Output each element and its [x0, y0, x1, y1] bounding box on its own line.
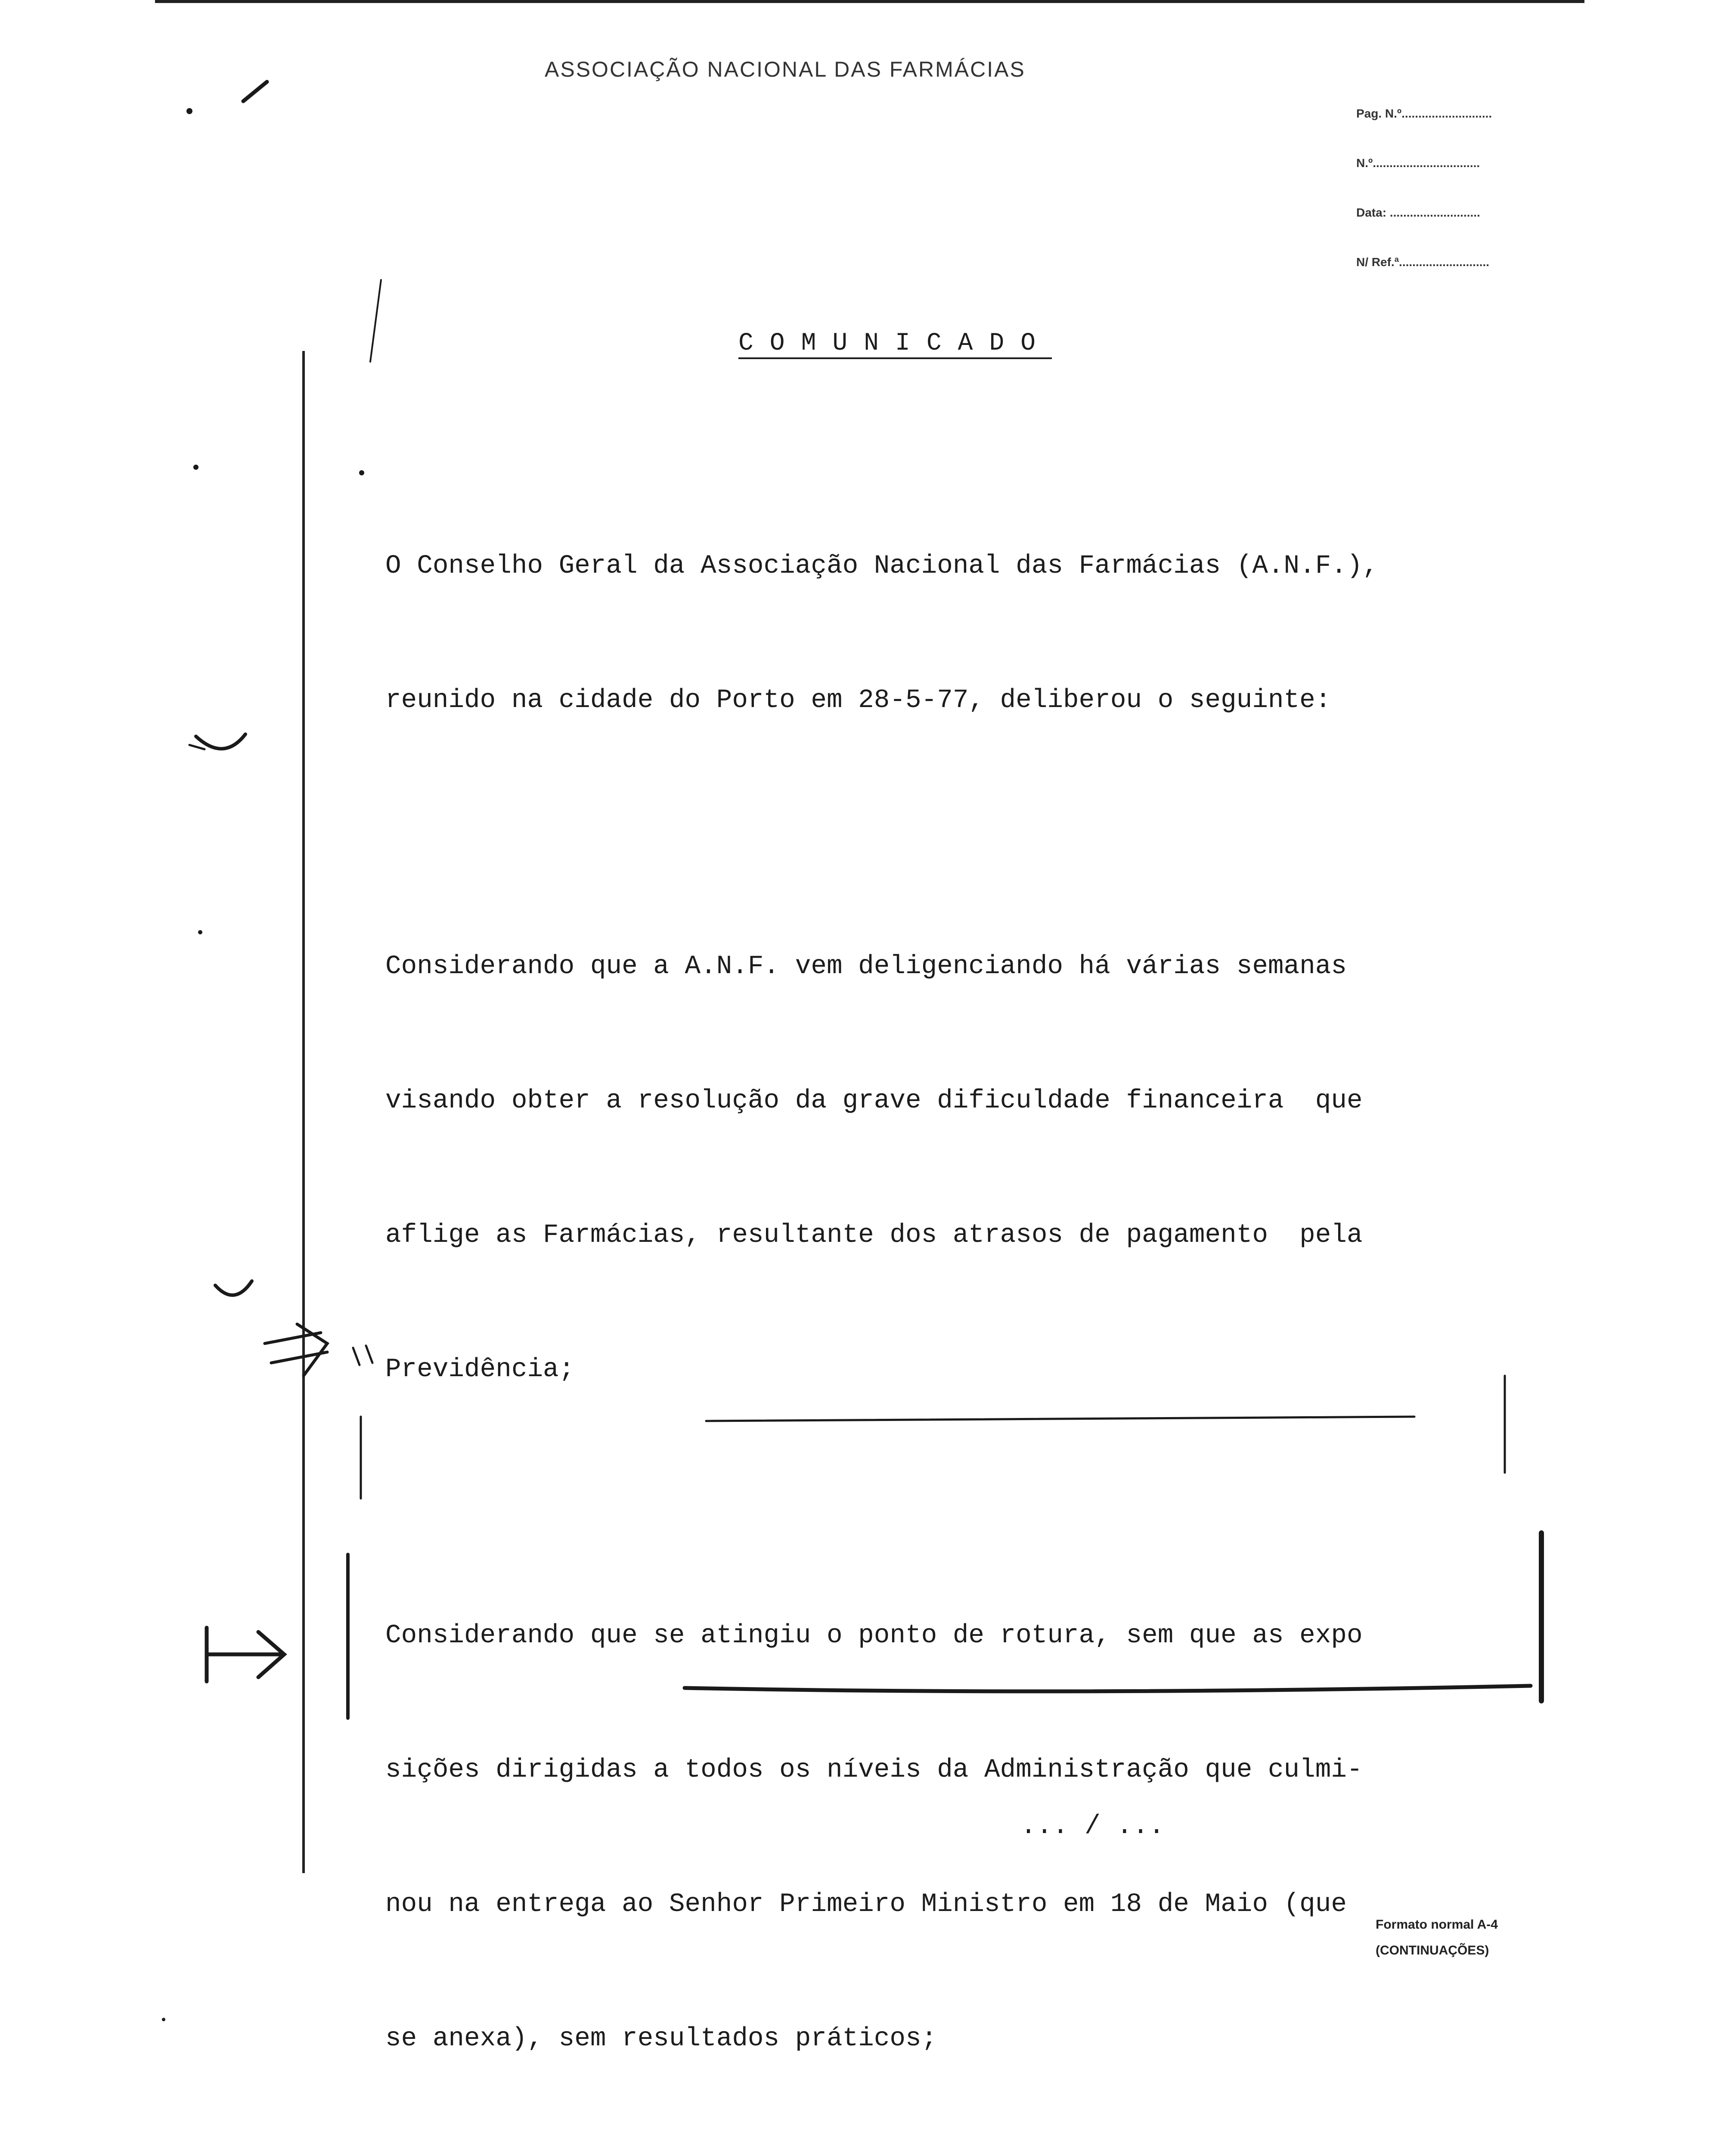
page-number-field: Pag. N.º........................... — [1356, 107, 1492, 120]
continuation-marker: ... / ... — [1020, 1811, 1165, 1841]
dot-mark — [186, 108, 192, 114]
text-line: sições dirigidas a todos os níveis da Administração que culmi- — [385, 1755, 1363, 1785]
date-field: Data: ........................... — [1356, 206, 1480, 219]
document-body — [385, 454, 1548, 2153]
paragraph-intro — [385, 454, 1548, 813]
footer — [1376, 1912, 1498, 1964]
tick-mark — [243, 82, 267, 101]
quote-mark — [353, 1346, 372, 1365]
form-fields — [1356, 107, 1492, 305]
double-arrow-mark — [265, 1333, 321, 1343]
text-line: nou na entrega ao Senhor Primeiro Ministro em 18 de Maio (que — [385, 1889, 1347, 1919]
margin-vertical-line — [302, 351, 305, 1873]
text-line: O Conselho Geral da Associação Nacional das Farmácias (A.N.F.), — [385, 551, 1379, 581]
text-line: Previdência; — [385, 1355, 575, 1384]
text-line: aflige as Farmácias, resultante dos atrasos de pagamento pela — [385, 1220, 1363, 1250]
text-line: Considerando que a A.N.F. vem deligenciando há várias semanas — [385, 952, 1347, 981]
paragraph-considering-1 — [385, 855, 1548, 1482]
text-line: visando obter a resolução da grave dificuldade financeira que — [385, 1086, 1363, 1116]
double-arrow-mark — [297, 1324, 327, 1376]
letterhead-organization: ASSOCIAÇÃO NACIONAL DAS FARMÁCIAS — [545, 57, 1026, 81]
number-field: N.º................................ — [1356, 156, 1480, 170]
double-arrow-mark — [271, 1352, 327, 1363]
smile-mark — [189, 745, 205, 749]
smile-mark — [196, 734, 245, 749]
text-line: reunido na cidade do Porto em 28-5-77, deliberou o seguinte: — [385, 686, 1331, 715]
smile-mark — [215, 1281, 252, 1295]
reference-field: N/ Ref.ª........................... — [1356, 255, 1490, 269]
paragraph-considering-2 — [385, 1524, 1548, 2151]
text-line: se anexa), sem resultados práticos; — [385, 2024, 937, 2054]
slash-mark — [370, 280, 381, 362]
top-rule — [155, 0, 1584, 3]
document-title: COMUNICADO — [738, 329, 1052, 357]
continuation-note: (CONTINUAÇÕES) — [1376, 1943, 1489, 1958]
paper-format-label: Formato normal A-4 — [1376, 1917, 1498, 1932]
arrow-mark — [207, 1628, 284, 1681]
text-line: Considerando que se atingiu o ponto de rotura, sem que as expo — [385, 1621, 1363, 1650]
